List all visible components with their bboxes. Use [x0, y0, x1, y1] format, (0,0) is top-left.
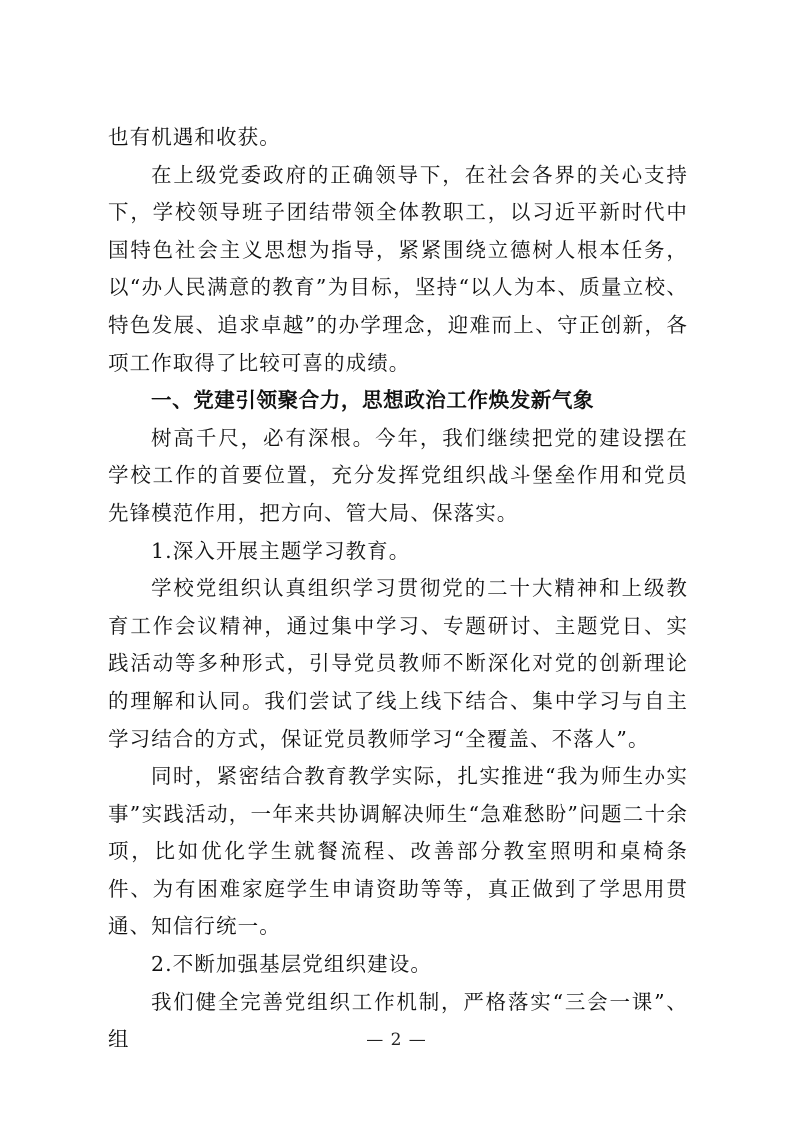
document-body [108, 119, 688, 1059]
paragraph-practical-activities: 同时，紧密结合教育教学实际，扎实推进“我为师生办实事”实践活动，一年来共协调解决师生“急难愁盼”问题二十余项，比如优化学生就餐流程、改善部分教室照明和桌椅条件、为有困难家庭学生申请资助等等，真正做到了学思用贯通、知信行统一。 [108, 764, 688, 939]
subheading-theme-education: 1.深入开展主题学习教育。 [151, 538, 411, 563]
section-heading-party-building: 一、党建引领聚合力，思想政治工作焕发新气象 [151, 388, 595, 413]
paragraph-organization-mechanism: 我们健全完善党组织工作机制，严格落实“三会一课”、组 [108, 989, 688, 1052]
paragraph-introduction: 在上级党委政府的正确领导下，在社会各界的关心支持下，学校领导班子团结带领全体教职工，以习近平新时代中国特色社会主义思想为指导，紧紧围绕立德树人根本任务，以“办人民满意的教育”为目标，坚持“以人为本、质量立校、特色发展、追求卓越”的办学理念，迎难而上、守正创新，各项工作取得了比较可喜的成绩。 [108, 162, 688, 375]
paragraph-theme-education: 学校党组织认真组织学习贯彻党的二十大精神和上级教育工作会议精神，通过集中学习、专题研讨、主题党日、实践活动等多种形式，引导党员教师不断深化对党的创新理论的理解和认同。我们尝试了线上线下结合、集中学习与自主学习结合的方式，保证党员教师学习“全覆盖、不落人”。 [108, 576, 688, 751]
paragraph-continuation: 也有机遇和收获。 [108, 125, 281, 149]
paragraph-party-building-overview: 树高千尺，必有深根。今年，我们继续把党的建设摆在学校工作的首要位置，充分发挥党组织战斗堡垒作用和党员先锋模范作用，把方向、管大局、保落实。 [108, 425, 688, 525]
subheading-grassroots-organization: 2.不断加强基层党组织建设。 [151, 952, 432, 977]
page-number: — 2 — [366, 1030, 427, 1050]
